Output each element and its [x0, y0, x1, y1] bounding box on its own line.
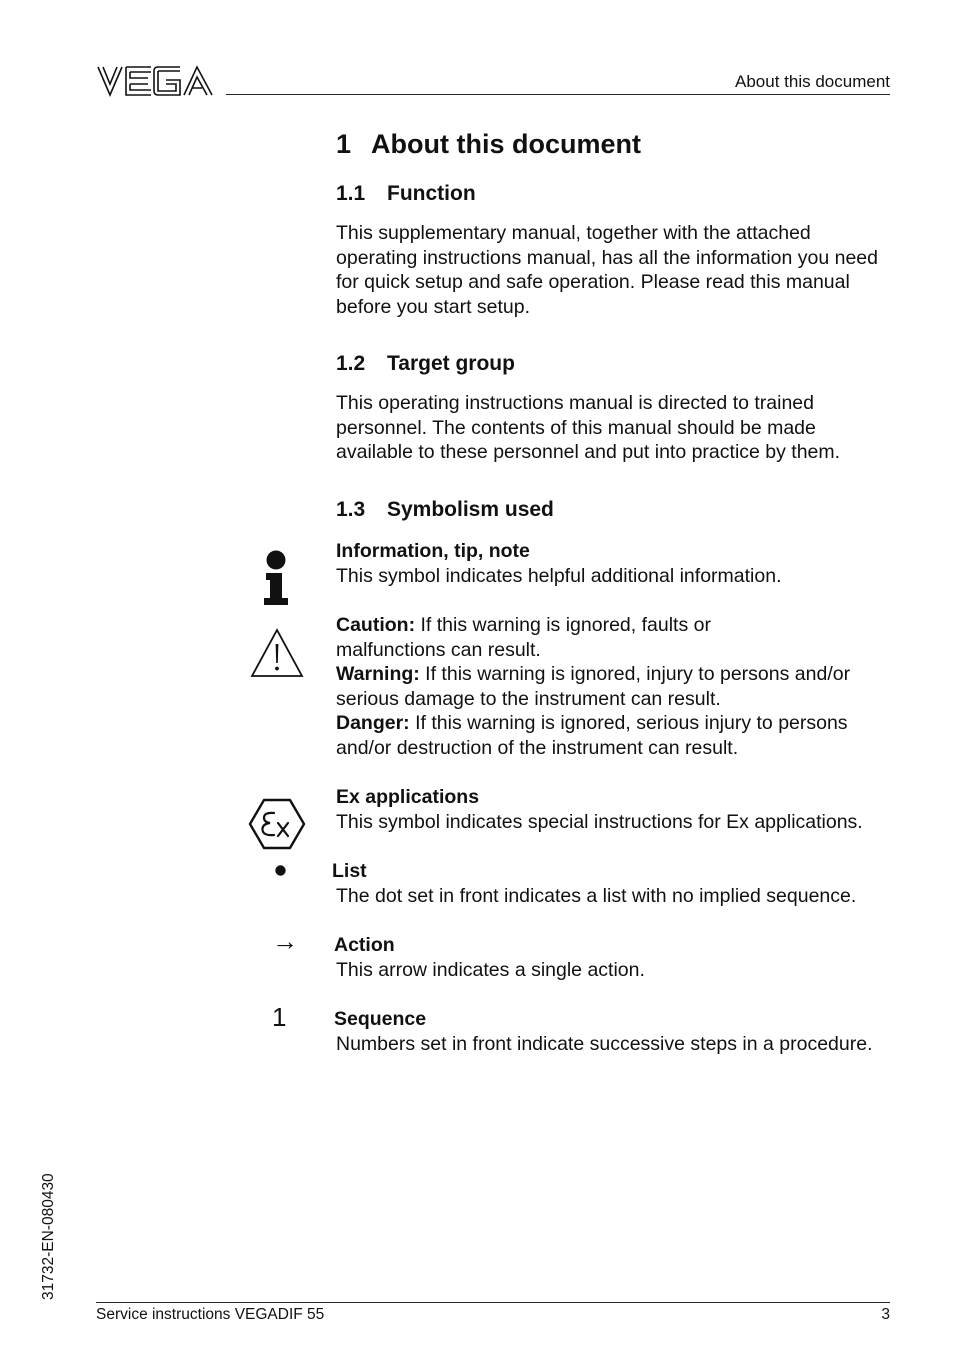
caution-text-continued: malfunctions can result. — [336, 638, 541, 661]
action-symbol-title — [334, 933, 395, 958]
info-symbol-text: This symbol indicates helpful additional information. — [336, 564, 782, 587]
sequence-number-icon: 1 — [272, 1002, 287, 1032]
ex-hexagon-icon — [248, 798, 306, 850]
chapter-title — [336, 129, 641, 160]
ex-symbol-text: This symbol indicates special instructions for Ex applications. — [336, 810, 863, 833]
warning-text: If this warning is ignored, injury to persons and/or serious damage to the instrument can result. — [336, 663, 851, 710]
footer-rule — [96, 1302, 890, 1303]
action-symbol-text: This arrow indicates a single action. — [336, 959, 645, 981]
vega-logo — [96, 64, 214, 98]
target-group-paragraph: This operating instructions manual is directed to trained personnel. The contents of this manual should be made available to these personnel and put into practice by them. — [336, 392, 841, 463]
action-symbol-title-text: Action — [334, 934, 395, 956]
section-heading-symbolism — [336, 498, 554, 522]
danger-label: Danger: — [336, 712, 410, 734]
document-code: 31732-EN-080430 — [40, 1173, 57, 1300]
section-title: Symbolism used — [387, 498, 554, 521]
section-number: 1.2 — [336, 352, 366, 375]
list-symbol-text: The dot set in front indicates a list with no implied sequence. — [336, 885, 857, 907]
bullet-dot-icon — [274, 864, 287, 877]
ex-symbol-entry — [336, 785, 896, 834]
header-rule — [226, 94, 890, 95]
info-symbol-title: Information, tip, note — [336, 540, 530, 562]
section-number: 1.1 — [336, 182, 366, 205]
section-title: Function — [387, 182, 476, 205]
information-icon — [262, 550, 290, 606]
info-symbol-entry — [336, 539, 896, 588]
section-heading-function — [336, 182, 476, 206]
ex-symbol-title: Ex applications — [336, 786, 480, 808]
chapter-title-text: About this document — [371, 129, 642, 159]
warning-line — [336, 662, 896, 711]
header-title: About this document — [735, 72, 890, 91]
arrow-right-icon: → — [272, 926, 298, 956]
page-number: 3 — [881, 1306, 890, 1323]
danger-line — [336, 711, 896, 760]
section-number: 1.3 — [336, 498, 366, 521]
section-heading-target-group — [336, 352, 515, 376]
caution-label: Caution: — [336, 614, 416, 636]
chapter-number: 1 — [336, 129, 352, 159]
list-symbol-title — [332, 859, 367, 884]
sequence-symbol-text: Numbers set in front indicate successive steps in a procedure. — [336, 1033, 873, 1055]
warning-triangle-icon — [250, 628, 304, 678]
caution-text: If this warning is ignored, faults or — [415, 614, 711, 636]
warning-symbol-entry — [336, 613, 896, 760]
section-title: Target group — [387, 352, 515, 375]
caution-line — [336, 613, 896, 638]
footer-title: Service instructions VEGADIF 55 — [96, 1306, 325, 1323]
function-paragraph: This supplementary manual, together with the attached operating instructions manual, has all the information you need for quick setup and safe operation. Please read this manual before you start setup. — [336, 222, 878, 318]
warning-label: Warning: — [336, 663, 420, 685]
list-symbol-title-text: List — [332, 860, 367, 882]
sequence-symbol-title-text: Sequence — [334, 1008, 427, 1030]
sequence-symbol-title — [334, 1007, 426, 1032]
danger-text: If this warning is ignored, serious injury to persons and/or destruction of the instrument can result. — [336, 712, 848, 759]
